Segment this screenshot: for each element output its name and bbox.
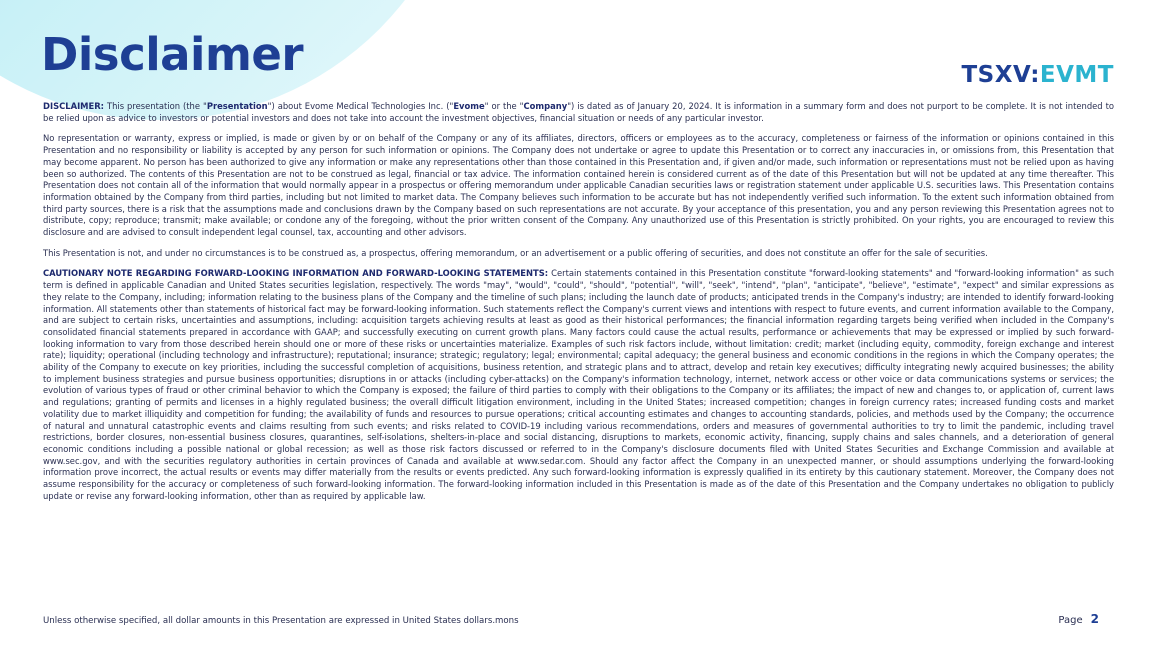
disclaimer-paragraph (43, 101, 1114, 124)
not-an-offer-paragraph: This Presentation is not, and under no circumstances is to be construed as, a prospectus, offering memorandum, or an advertisement or a public offering of securities, and does not constitute an offer for the sale of securities. (43, 247, 988, 258)
defined-term: Presentation (206, 101, 268, 111)
currency-footnote: Unless otherwise specified, all dollar amounts in this Presentation are expressed in United States dollars.mons (43, 616, 519, 626)
text-run: ") is dated as of January 20, 2024. It is information in a summary form and does not purport to be complete. It is not intended to be relied upon as advice to investors or potential investors and does not take into account the investment objectives, financial situation or needs of any particular investor. (43, 101, 1114, 123)
text-run: This presentation (the " (104, 101, 207, 111)
text-run: " or the " (484, 101, 524, 111)
forward-looking-lead: CAUTIONARY NOTE REGARDING FORWARD-LOOKING INFORMATION AND FORWARD-LOOKING STATEMENTS: (43, 268, 549, 279)
forward-looking-paragraph (43, 268, 1114, 502)
page-number: 2 (1090, 612, 1099, 626)
defined-term: Company (523, 101, 568, 111)
ticker-symbol (961, 62, 1114, 88)
ticker-exchange: TSXV: (961, 62, 1040, 88)
page-indicator (1058, 612, 1099, 626)
disclaimer-body (43, 101, 1114, 512)
forward-looking-text: Certain statements contained in this Presentation constitute "forward-looking statements" and "forward-looking information" as such term is defined in applicable Canadian and United States securities legislation, respectively. The words "may", "would", "could", "should", "potential", "will", "seek", "intend", "plan", "anticipate", "believe", "estimate", "expect" and similar expressions as they relate to the Company, including; information relating to the business plans of the Company and the timeline of such plans; including the launch date of products; anticipated trends in the Company's industry; are intended to identify forward-looking information. All statements other than statements of historical fact may be forward-looking information. Such statements reflect the Company's current views and intentions with respect to future events, and current information available to the Company, and are subject to certain risks, uncertainties and assumptions, including: acquisition targets achieving results at least as good as their historical performances; the financial information regarding targets being verified when included in the Company's consolidated financial statements prepared in accordance with GAAP; and successfully executing on current growth plans. Many factors could cause the actual results, performance or achievements that may be expressed or implied by such forward-looking information to vary from those described herein should one or more of these risks or uncertainties materialize. Examples of such risk factors include, without limitation: credit; market (including equity, commodity, foreign exchange and interest rate); liquidity; operational (including technology and infrastructure); reputational; insurance; strategic; regulatory; legal; environmental; capital adequacy; the general business and economic conditions in the regions in which the Company operates; the ability of the Company to execute on key priorities, including the successful completion of acquisitions, business retention, and strategic plans and to attract, develop and retain key executives; difficulty integrating newly acquired businesses; the ability to implement business strategies and pursue business opportunities; disruptions in or attacks (including cyber-attacks) on the Company's information technology, internet, network access or other voice or data communications systems or services; the evolution of various types of fraud or other criminal behavior to which the Company is exposed; the failure of third parties to comply with their obligations to the Company or its affiliates; the impact of new and changes to, or application of, current laws and regulations; granting of permits and licenses in a highly regulated business; the overall difficult litigation environment, including in the United States; increased competition; changes in foreign currency rates; increased funding costs and market volatility due to market illiquidity and competition for funding; the availability of funds and resources to pursue operations; critical accounting estimates and changes to accounting standards, policies, and methods used by the Company; the occurrence of natural and unnatural catastrophic events and claims resulting from such events; and risks related to COVID-19 including various recommendations, orders and measures of governmental authorities to try to limit the pandemic, including travel restrictions, border closures, non-essential business closures, quarantines, self-isolations, shelters-in-place and social distancing, disruptions to markets, economic activity, financing, supply chains and sales channels, and a deterioration of general economic conditions including a possible national or global recession; as well as those risk factors discussed or referred to in the Company's disclosure documents filed with United States Securities and Exchange Commission and available at www.sec.gov, and with the securities regulatory authorities in certain provinces of Canada and available at www.sedar.com. Should any factor affect the Company in an unexpected manner, or should assumptions underlying the forward-looking information prove incorrect, the actual results or events may differ materially from the results or events predicted. Any such forward-looking information is expressly qualified in its entirety by this cautionary statement. Moreover, the Company does not assume responsibility for the accuracy or completeness of such forward-looking information. The forward-looking information included in this Presentation is made as of the date of this Presentation and the Company undertakes no obligation to publicly update or revise any forward-looking information, other than as required by applicable law. (43, 268, 1114, 501)
defined-term: Evome (453, 101, 485, 111)
disclaimer-lead: DISCLAIMER: (43, 101, 105, 111)
no-warranty-paragraph: No representation or warranty, express or implied, is made or given by or on behalf of the Company or any of its affiliates, directors, officers or employees as to the accuracy, completeness or fairness of the information or opinions contained in this Presentation and no responsibility or liability is accepted by any person for such information or opinions. The Company does not undertake or agree to update this Presentation or to correct any inaccuracies in, or omissions from, this Presentation that may become apparent. No person has been authorized to give any information or make any representations other than those contained in this Presentation and, if given and/or made, such information or representations must not be relied upon as having been so authorized. The contents of this Presentation are not to be construed as legal, financial or tax advice. The information contained herein is considered current as of the date of this Presentation but will not be updated at any time thereafter. This Presentation does not contain all of the information that would normally appear in a prospectus or offering memorandum under applicable Canadian securities laws or registration statement under applicable U.S. securities laws. This Presentation contains information obtained by the Company from third parties, including but not limited to market data. The Company believes such information to be accurate but has not independently verified such information. To the extent such information obtained from third party sources, there is a risk that the assumptions made and conclusions drawn by the Company based on such representations are not accurate. By your acceptance of this presentation, you and any person reviewing this Presentation agrees not to distribute, copy; reproduce; transmit; make available; or condone any of the foregoing, without the prior written consent of the Company. Any unauthorized use of this Presentation is strictly prohibited. On your rights, you are encouraged to review this disclosure and are advised to consult independent legal counsel, tax, accounting and other advisors. (43, 133, 1114, 238)
page-title: Disclaimer (41, 28, 304, 81)
text-run: ") about Evome Medical Technologies Inc. (" (267, 101, 454, 111)
page-label: Page (1058, 615, 1083, 626)
ticker-code: EVMT (1039, 62, 1114, 88)
